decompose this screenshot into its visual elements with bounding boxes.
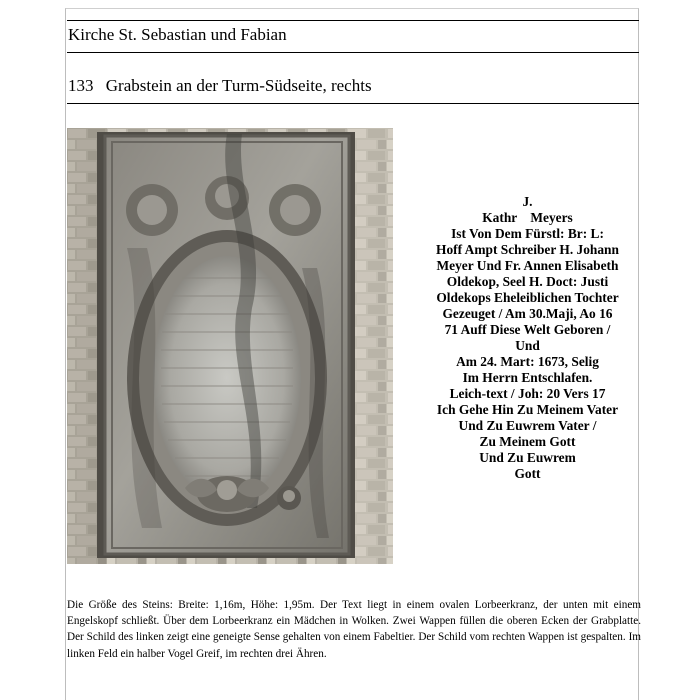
inscription-line: J.: [522, 194, 533, 209]
title-divider: [67, 52, 639, 53]
inscription-line: Am 24. Mart: 1673, Selig: [456, 354, 599, 369]
inscription-line: Ist Von Dem Fürstl: Br: L:: [451, 226, 604, 241]
inscription-line: Kathr Meyers: [482, 210, 573, 225]
church-title: Kirche St. Sebastian und Fabian: [68, 25, 287, 44]
gravestone-illustration: [67, 128, 393, 564]
item-heading: [68, 75, 372, 97]
gravestone-photo: [67, 128, 393, 564]
inscription-line: Oldekop, Seel H. Doct: Justi: [446, 274, 609, 289]
inscription-line: Hoff Ampt Schreiber H. Johann: [436, 242, 619, 257]
inscription-line: Zu Meinem Gott: [479, 434, 576, 449]
inscription-line: 71 Auff Diese Welt Geboren /: [444, 322, 611, 337]
inscription-line: Ich Gehe Hin Zu Meinem Vater: [436, 402, 619, 417]
inscription-line: Im Herrn Entschlafen.: [462, 370, 593, 385]
inscription-line: Und Zu Euwrem Vater /: [458, 418, 597, 433]
stone-description: Die Größe des Steins: Breite: 1,16m, Höhe: 1,95m. Der Text liegt in einem ovalen Lorbeerkranz, der unten mit einem Engelskopf schließt. Über dem Lorbeerkranz ein Mädchen in Wolken. Zwei Wappen füllen die oberen Ecken der Grabplatte. Der Schild des linken zeigt eine geneigte Sense gehalten von einem Fabeltier. Der Schild vom rechten Wappen ist gespalten. Im linken Feld ein halber Vogel Greif, im rechten drei Ähren.: [67, 599, 641, 660]
inscription-line: Leich-text / Joh: 20 Vers 17: [449, 386, 606, 401]
gravestone-inscription: [400, 194, 655, 482]
inscription-line: Gezeuget / Am 30.Maji, Ao 16: [442, 306, 613, 321]
top-rule: [67, 20, 639, 21]
inscription-line: Oldekops Eheleiblichen Tochter: [436, 290, 619, 305]
inscription-line: Und: [515, 338, 540, 353]
item-number: 133: [68, 76, 94, 95]
inscription-line: Gott: [514, 466, 541, 481]
inscription-line: Meyer Und Fr. Annen Elisabeth: [436, 258, 619, 273]
item-title: Grabstein an der Turm-Südseite, rechts: [105, 76, 372, 95]
heading-divider: [67, 103, 639, 104]
inscription-line: Und Zu Euwrem: [479, 450, 576, 465]
